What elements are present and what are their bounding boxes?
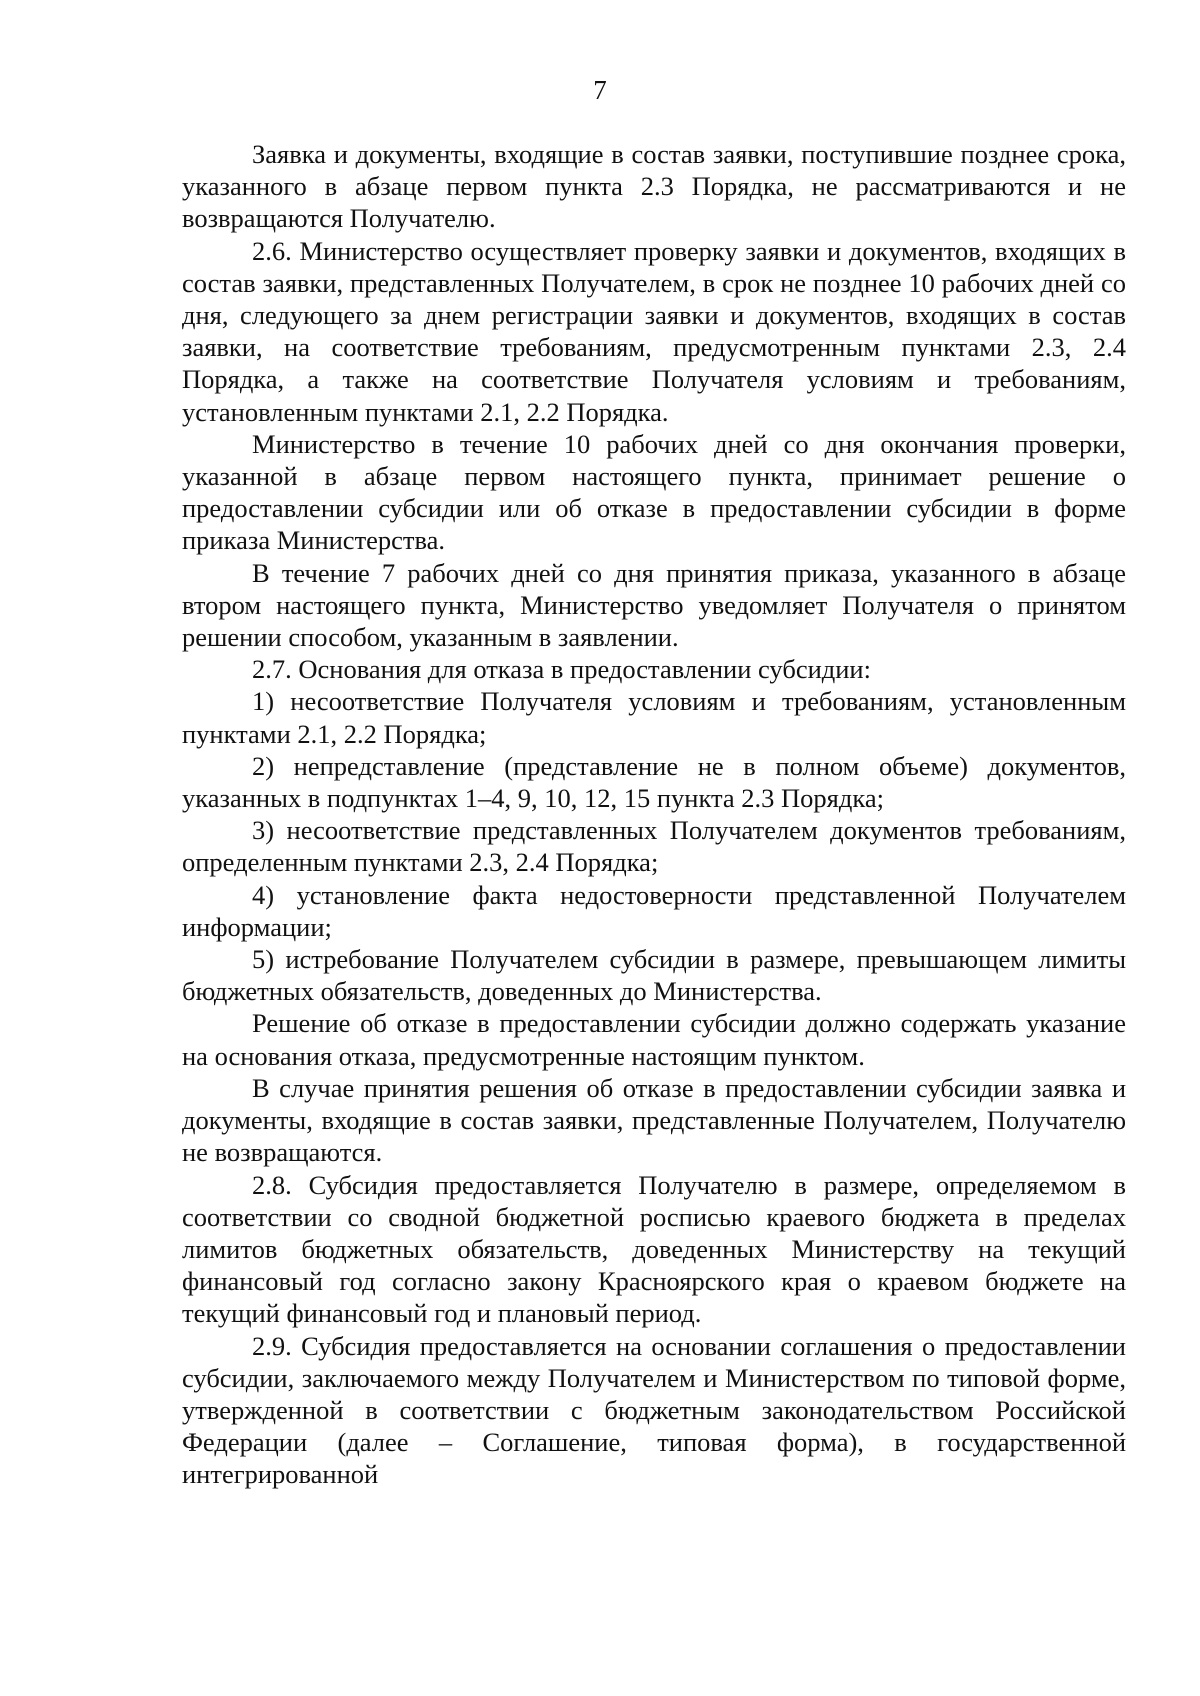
- list-item-1: 1) несоответствие Получателя условиям и требованиям, установленным пунктами 2.1, 2.2 Порядка;: [182, 686, 1126, 749]
- document-body: [182, 138, 1126, 1491]
- paragraph-2-6: 2.6. Министерство осуществляет проверку заявки и документов, входящих в состав заявки, представленных Получателем, в срок не позднее 10 рабочих дней со дня, следующего за днем регистрации заявки и документов, входящих в состав заявки, на соответствие требованиям, предусмотренным пунктами 2.3, 2.4 Порядка, а также на соответствие Получателя условиям и требованиям, установленным пунктами 2.1, 2.2 Порядка.: [182, 235, 1126, 427]
- paragraph-notification: В течение 7 рабочих дней со дня принятия приказа, указанного в абзаце втором настоящего пункта, Министерство уведомляет Получателя о принятом решении способом, указанным в заявлении.: [182, 557, 1126, 653]
- paragraph-not-returned: В случае принятия решения об отказе в предоставлении субсидии заявка и документы, входящие в состав заявки, представленные Получателем, Получателю не возвращаются.: [182, 1072, 1126, 1168]
- list-item-4: 4) установление факта недостоверности представленной Получателем информации;: [182, 879, 1126, 942]
- paragraph-2-8: 2.8. Субсидия предоставляется Получателю в размере, определяемом в соответствии со сводной бюджетной росписью краевого бюджета в пределах лимитов бюджетных обязательств, доведенных Министерству на текущий финансовый год согласно закону Красноярского края о краевом бюджете на текущий финансовый год и плановый период.: [182, 1169, 1126, 1329]
- paragraph-late-application: Заявка и документы, входящие в состав заявки, поступившие позднее срока, указанного в абзаце первом пункта 2.3 Порядка, не рассматриваются и не возвращаются Получателю.: [182, 139, 1126, 234]
- list-item-2: 2) непредставление (представление не в полном объеме) документов, указанных в подпунктах 1–4, 9, 10, 12, 15 пункта 2.3 Порядка;: [182, 750, 1126, 814]
- page-number: 7: [593, 75, 607, 105]
- paragraph-decision: Министерство в течение 10 рабочих дней со дня окончания проверки, указанной в абзаце первом настоящего пункта, принимает решение о предоставлении субсидии или об отказе в предоставлении субсидии в форме приказа Министерства.: [182, 428, 1126, 556]
- paragraph-refusal-grounds: Решение об отказе в предоставлении субсидии должно содержать указание на основания отказа, предусмотренные настоящим пунктом.: [182, 1008, 1126, 1071]
- list-item-5: 5) истребование Получателем субсидии в размере, превышающем лимиты бюджетных обязательств, доведенных до Министерства.: [182, 944, 1126, 1007]
- paragraph-2-9: 2.9. Субсидия предоставляется на основании соглашения о предоставлении субсидии, заключаемого между Получателем и Министерством по типовой форме, утвержденной в соответствии с бюджетным законодательством Российской Федерации (далее – Соглашение, типовая форма), в государственной интегрированной: [182, 1330, 1126, 1490]
- paragraph-2-7: 2.7. Основания для отказа в предоставлении субсидии:: [252, 654, 871, 685]
- list-item-3: 3) несоответствие представленных Получателем документов требованиям, определенным пунктами 2.3, 2.4 Порядка;: [182, 815, 1126, 878]
